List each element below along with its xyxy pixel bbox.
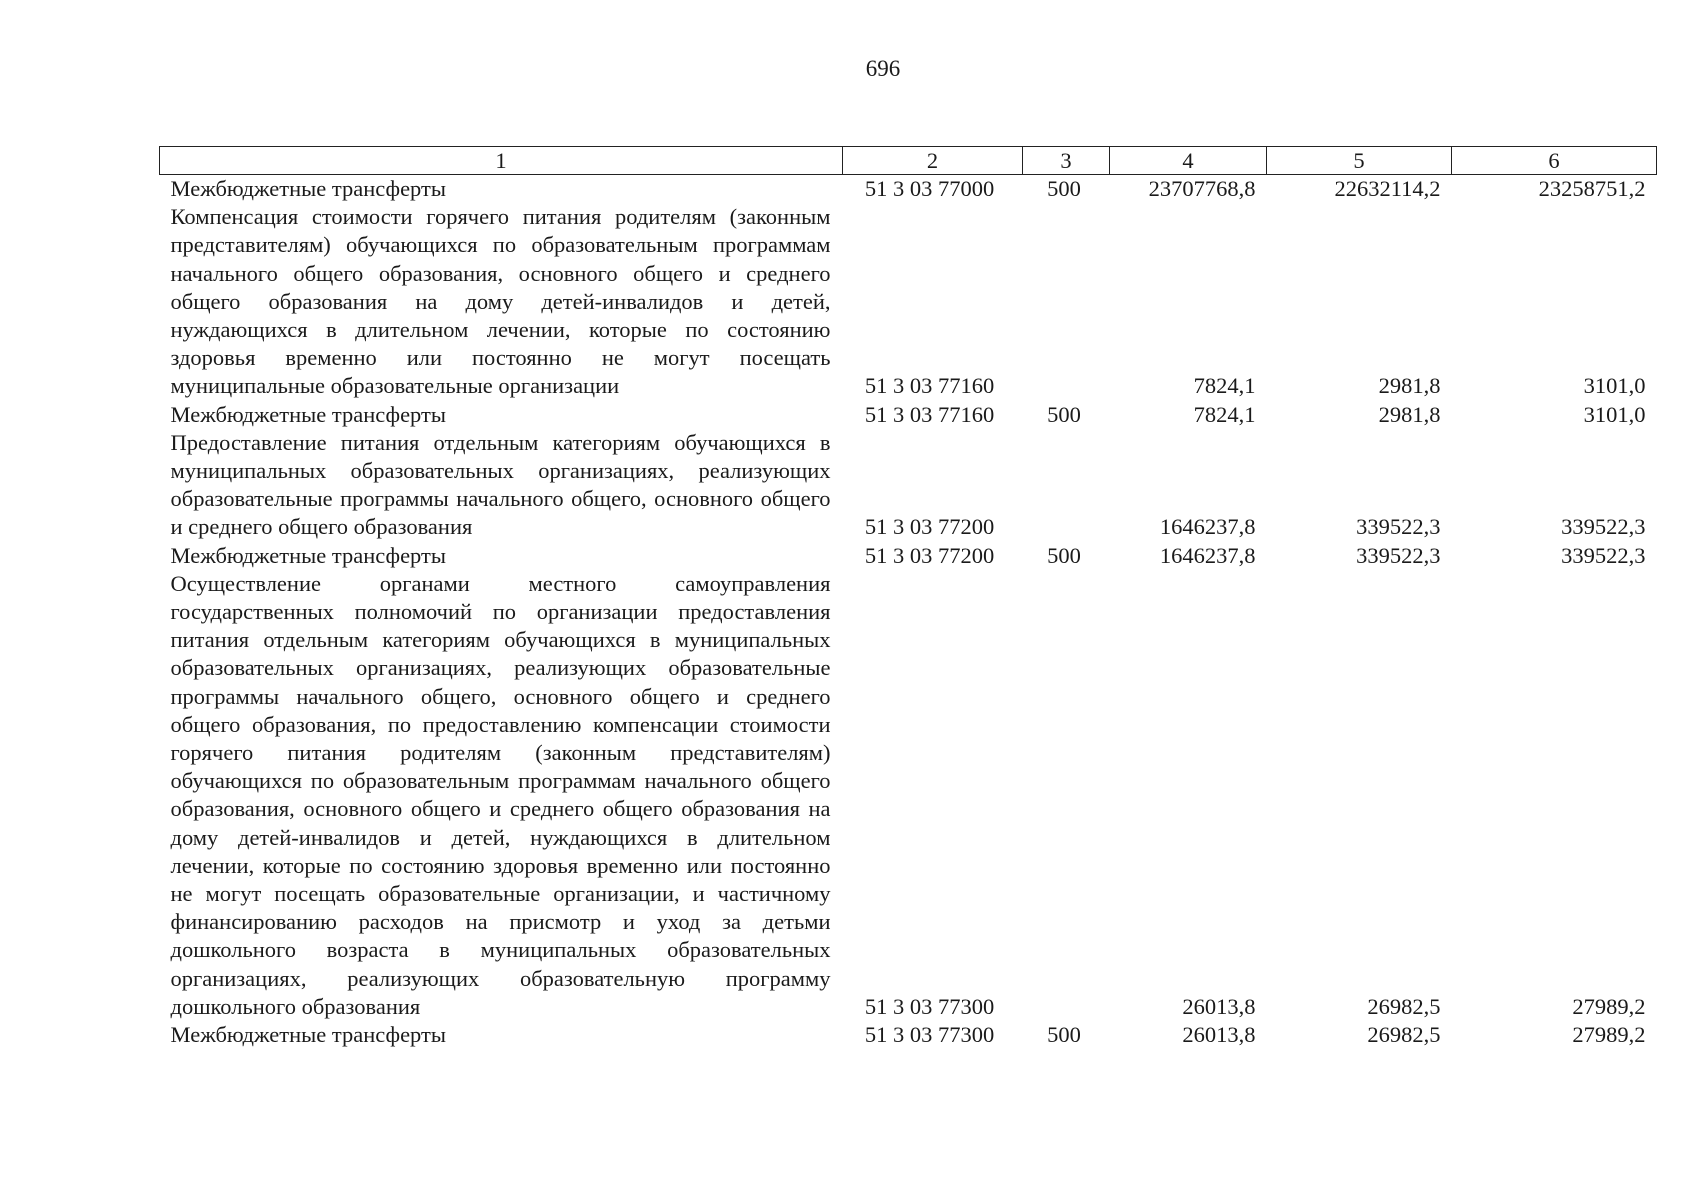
row-value-4: 1646237,8 — [1159, 514, 1256, 540]
table-row — [160, 429, 1657, 542]
row-kind — [1023, 203, 1110, 400]
page-number: 696 — [865, 56, 901, 81]
header-col-4: 4 — [1110, 147, 1267, 175]
table-row — [160, 175, 1657, 204]
row-value-4: 7824,1 — [1193, 401, 1256, 427]
row-kind: 500 — [1047, 401, 1081, 427]
row-value-5: 22632114,2 — [1334, 176, 1441, 201]
row-value-6: 3101,0 — [1583, 401, 1646, 427]
table-header — [160, 147, 1657, 175]
row-value-5: 2981,8 — [1378, 401, 1441, 427]
table-body — [160, 175, 1657, 1050]
row-code: 51 3 03 77160 — [864, 401, 995, 427]
row-value-5: 339522,3 — [1356, 542, 1441, 568]
row-code: 51 3 03 77200 — [864, 542, 995, 568]
table-row — [160, 203, 1657, 400]
row-value-5: 2981,8 — [1378, 373, 1441, 399]
table-row — [160, 401, 1657, 429]
header-col-6: 6 — [1452, 147, 1657, 175]
row-kind: 500 — [1047, 1022, 1081, 1048]
row-value-4: 26013,8 — [1182, 993, 1256, 1019]
row-value-6: 23258751,2 — [1538, 176, 1646, 201]
row-code: 51 3 03 77300 — [864, 993, 995, 1019]
row-name: Предоставление питания отдельным категориям обучающихся в муниципальных образовательных организациях, реализующих образовательные программы начального общего, основного общего и среднего общего образования — [170, 429, 831, 540]
row-code: 51 3 03 77200 — [864, 514, 995, 540]
row-value-5: 339522,3 — [1356, 514, 1441, 540]
row-kind: 500 — [1047, 542, 1081, 568]
row-value-4: 1646237,8 — [1159, 542, 1256, 568]
row-code: 51 3 03 77160 — [864, 373, 995, 399]
row-name: Компенсация стоимости горячего питания родителям (законным представителям) обучающихся по образовательным программам начального общего образования, основного общего и среднего общего образования на дому детей-инвалидов и детей, нуждающихся в длительном лечении, которые по состоянию здоровья временно или постоянно не могут посещать муниципальные образовательные организации — [170, 204, 831, 399]
row-value-4: 7824,1 — [1193, 373, 1256, 399]
row-value-4: 23707768,8 — [1148, 176, 1256, 201]
table-row — [160, 570, 1657, 1021]
row-name: Межбюджетные трансферты — [170, 176, 446, 201]
row-value-6: 27989,2 — [1572, 1022, 1646, 1048]
row-kind — [1023, 570, 1110, 1021]
header-col-1: 1 — [160, 147, 843, 175]
row-value-5: 26982,5 — [1367, 993, 1441, 1019]
header-col-3: 3 — [1023, 147, 1110, 175]
row-value-6: 339522,3 — [1561, 514, 1646, 540]
row-value-6: 3101,0 — [1583, 373, 1646, 399]
header-col-5: 5 — [1267, 147, 1452, 175]
row-name: Межбюджетные трансферты — [170, 542, 446, 568]
row-value-4: 26013,8 — [1182, 1022, 1256, 1048]
row-code: 51 3 03 77300 — [864, 1022, 995, 1048]
row-value-6: 339522,3 — [1561, 542, 1646, 568]
row-kind: 500 — [1047, 176, 1081, 201]
header-col-2: 2 — [843, 147, 1023, 175]
table-row — [160, 542, 1657, 570]
budget-table — [159, 146, 1657, 1049]
row-code: 51 3 03 77000 — [864, 176, 995, 201]
table-row — [160, 1021, 1657, 1049]
row-name: Межбюджетные трансферты — [170, 401, 446, 427]
row-name: Осуществление органами местного самоуправления государственных полномочий по организации предоставления питания отдельным категориям обучающихся в муниципальных образовательных организациях, реализующих образовательные программы начального общего, основного общего и среднего общего образования, по предоставлению компенсации стоимости горячего питания родителям (законным представителям) обучающихся по образовательным программам начального общего образования, основного общего и среднего общего образования на дому детей-инвалидов и детей, нуждающихся в длительном лечении, которые по состоянию здоровья временно или постоянно не могут посещать образовательные организации, и частичному финансированию расходов на присмотр и уход за детьми дошкольного возраста в муниципальных образовательных организациях, реализующих образовательную программу дошкольного образования — [170, 570, 831, 1019]
row-value-5: 26982,5 — [1367, 1022, 1441, 1048]
header-row — [160, 147, 1657, 175]
row-kind — [1023, 429, 1110, 542]
row-value-6: 27989,2 — [1572, 993, 1646, 1019]
row-name: Межбюджетные трансферты — [170, 1022, 446, 1048]
